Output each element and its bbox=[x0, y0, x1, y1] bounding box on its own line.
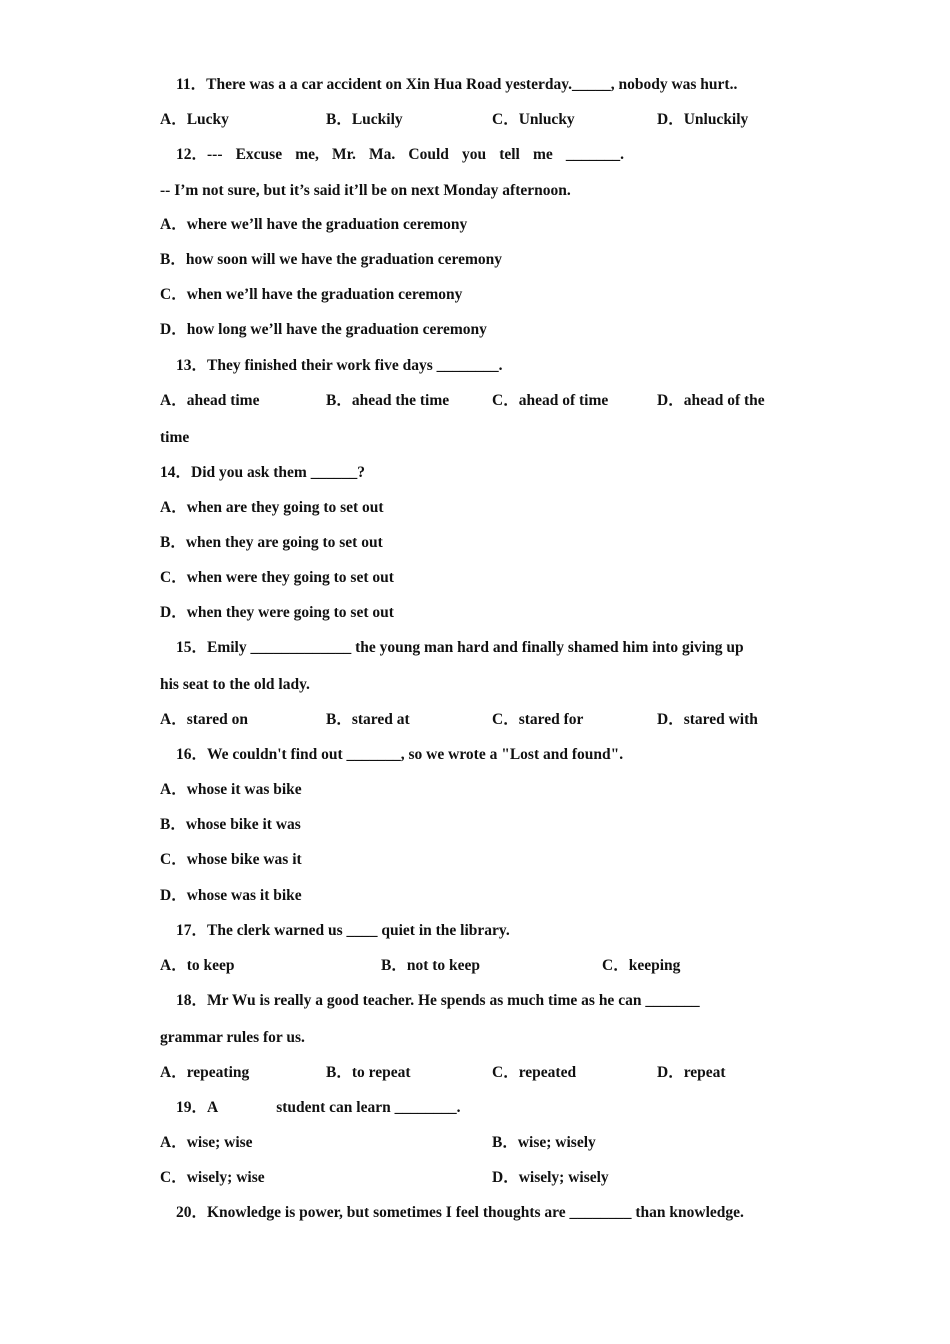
question-19-stem-end: student can learn ________. bbox=[276, 1099, 461, 1116]
question-18-stem-continued: grammar rules for us. bbox=[160, 1029, 305, 1046]
question-19-option-d: D．wisely; wisely bbox=[492, 1169, 609, 1186]
question-11-stem: 11．There was a a car accident on Xin Hua Road yesterday._____, nobody was hurt.. bbox=[176, 76, 738, 93]
question-11-option-b: B．Luckily bbox=[326, 111, 403, 128]
question-15-option-a: A．stared on bbox=[160, 711, 248, 728]
question-12-word: _______. bbox=[565, 146, 624, 163]
question-12-stem bbox=[176, 145, 624, 165]
question-19-option-c: C．wisely; wise bbox=[160, 1169, 265, 1186]
question-20-stem: 20．Knowledge is power, but sometimes I feel thoughts are ________ than knowledge. bbox=[176, 1204, 744, 1221]
question-19-stem-start: 19．A bbox=[176, 1099, 219, 1116]
question-12-word: you bbox=[461, 146, 487, 163]
question-12-word: 12．--- bbox=[176, 146, 223, 163]
question-16-option-d: D．whose was it bike bbox=[160, 887, 302, 904]
question-11-option-d: D．Unluckily bbox=[657, 111, 749, 128]
question-12-reply: -- I’m not sure, but it’s said it’ll be on next Monday afternoon. bbox=[160, 182, 571, 199]
question-15-stem-continued: his seat to the old lady. bbox=[160, 676, 310, 693]
question-12-word: Excuse bbox=[235, 146, 283, 163]
question-12-word: tell bbox=[499, 146, 520, 163]
question-17-stem: 17．The clerk warned us ____ quiet in the library. bbox=[176, 922, 510, 939]
question-16-option-a: A．whose it was bike bbox=[160, 781, 302, 798]
question-13-option-d-continued: time bbox=[160, 429, 190, 446]
question-15-option-d: D．stared with bbox=[657, 711, 758, 728]
question-14-stem: 14．Did you ask them ______? bbox=[160, 464, 365, 481]
question-12-word: me bbox=[532, 146, 553, 163]
question-18-stem: 18．Mr Wu is really a good teacher. He spends as much time as he can _______ bbox=[176, 992, 700, 1009]
question-18-option-d: D．repeat bbox=[657, 1064, 726, 1081]
question-17-option-c: C．keeping bbox=[602, 957, 681, 974]
question-14-option-b: B．when they are going to set out bbox=[160, 534, 383, 551]
question-16-option-b: B．whose bike it was bbox=[160, 816, 301, 833]
question-15-option-c: C．stared for bbox=[492, 711, 584, 728]
question-16-stem: 16．We couldn't find out _______, so we wrote a "Lost and found". bbox=[176, 746, 624, 763]
question-13-option-b: B．ahead the time bbox=[326, 392, 450, 409]
question-11-option-c: C．Unlucky bbox=[492, 111, 575, 128]
question-12-option-d: D．how long we’ll have the graduation ceremony bbox=[160, 321, 487, 338]
question-18-option-b: B．to repeat bbox=[326, 1064, 411, 1081]
question-14-option-c: C．when were they going to set out bbox=[160, 569, 394, 586]
question-19-option-a: A．wise; wise bbox=[160, 1134, 253, 1151]
question-11-option-a: A．Lucky bbox=[160, 111, 229, 128]
question-17-option-b: B．not to keep bbox=[381, 957, 481, 974]
question-13-option-d: D．ahead of the bbox=[657, 392, 765, 409]
question-12-word: me, bbox=[295, 146, 319, 163]
question-18-option-a: A．repeating bbox=[160, 1064, 250, 1081]
question-19-option-b: B．wise; wisely bbox=[492, 1134, 596, 1151]
question-15-stem: 15．Emily _____________ the young man hard and finally shamed him into giving up bbox=[176, 639, 744, 656]
question-14-option-a: A．when are they going to set out bbox=[160, 499, 384, 516]
question-15-option-b: B．stared at bbox=[326, 711, 410, 728]
question-18-option-c: C．repeated bbox=[492, 1064, 577, 1081]
question-14-option-d: D．when they were going to set out bbox=[160, 604, 394, 621]
question-12-word: Could bbox=[408, 146, 449, 163]
question-13-option-c: C．ahead of time bbox=[492, 392, 609, 409]
question-13-option-a: A．ahead time bbox=[160, 392, 260, 409]
question-12-option-a: A．where we’ll have the graduation ceremony bbox=[160, 216, 468, 233]
question-12-word: Mr. bbox=[331, 146, 356, 163]
question-12-option-b: B．how soon will we have the graduation ceremony bbox=[160, 251, 503, 268]
question-13-stem: 13．They finished their work five days ________. bbox=[176, 357, 503, 374]
question-17-option-a: A．to keep bbox=[160, 957, 235, 974]
question-12-option-c: C．when we’ll have the graduation ceremony bbox=[160, 286, 463, 303]
question-19-stem bbox=[176, 1098, 461, 1118]
question-16-option-c: C．whose bike was it bbox=[160, 851, 302, 868]
question-12-word: Ma. bbox=[369, 146, 396, 163]
